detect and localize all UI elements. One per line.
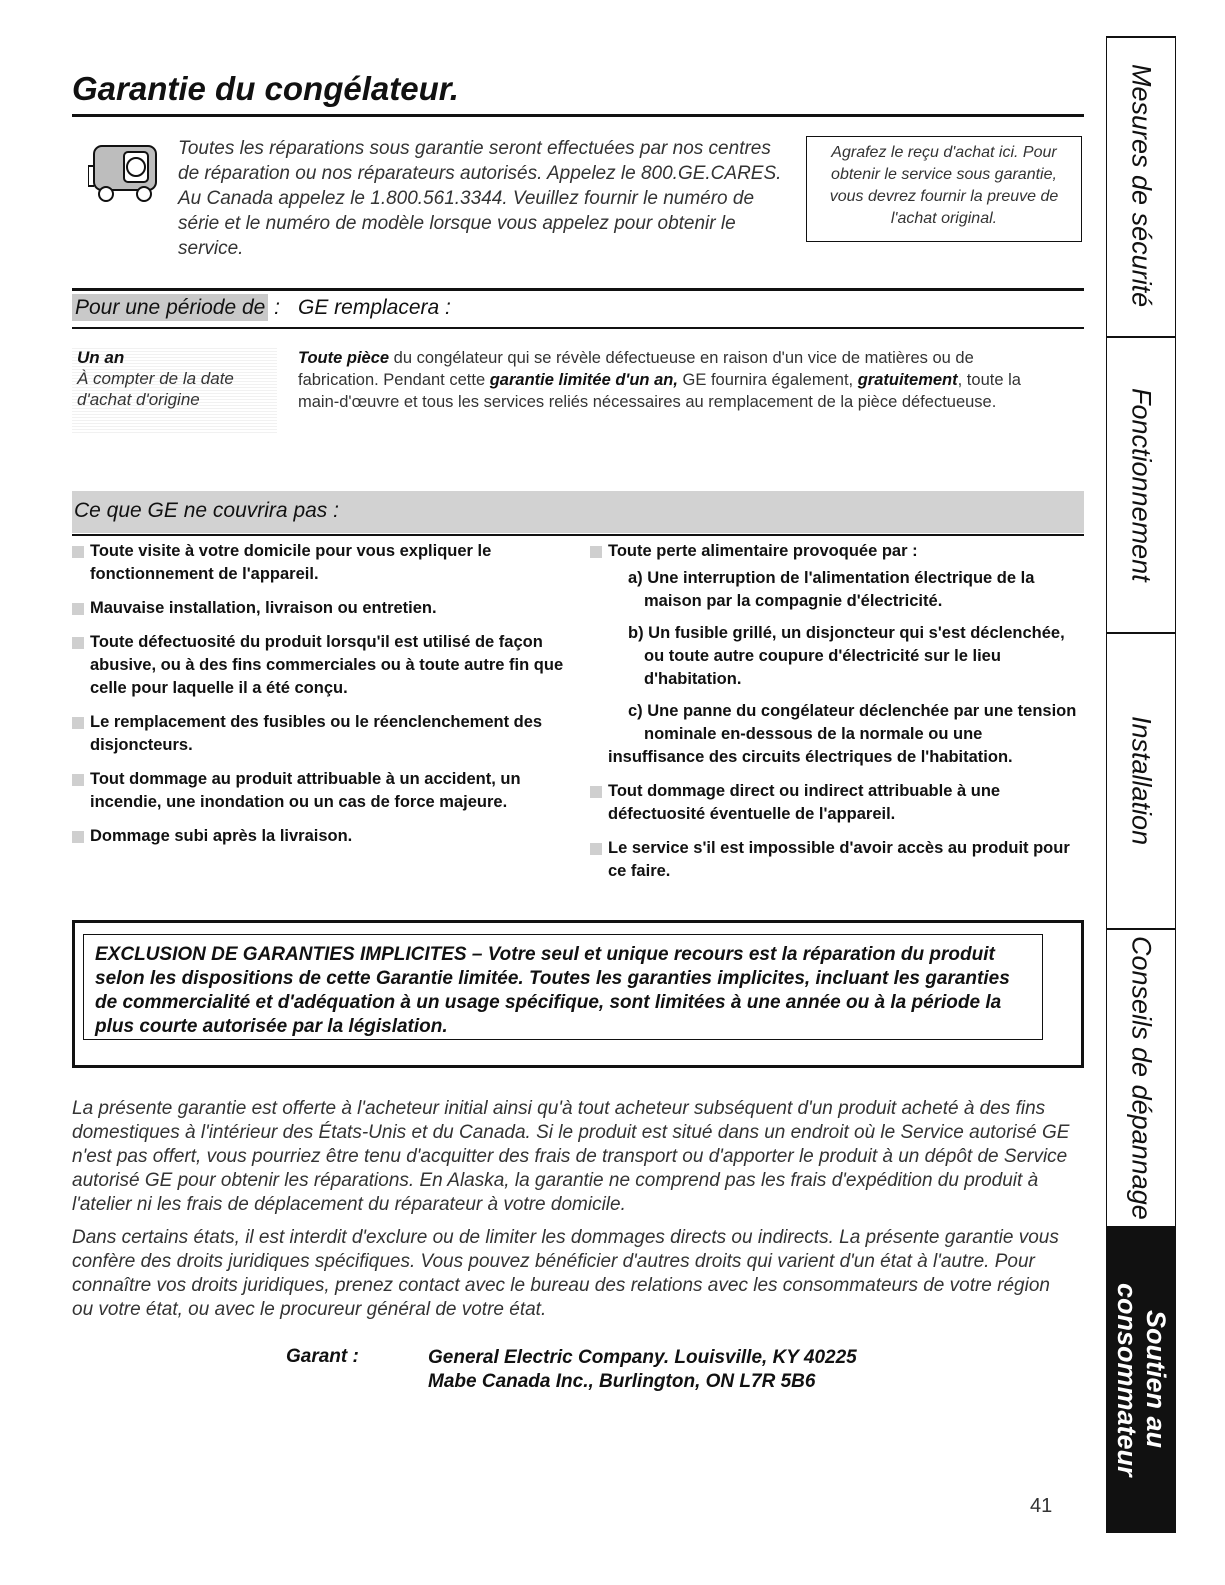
sub-item-b: b) Un fusible grillé, un disjoncteur qui s'est déclenchée, ou toute autre coupure d'électricité sur le lieu d'habitation. xyxy=(628,624,1065,688)
exclusion-box: EXCLUSION DE GARANTIES IMPLICITES – Votre seul et unique recours est la réparation du produit selon les dispositions de cette Garantie limitée. Toutes les garanties implicites, incluant les garanties de commercialité et d'adéquation à un usage spécifique, sont limitées à une année ou à la période la plus courte autorisée par la législation. xyxy=(83,934,1043,1040)
list-item-text: Tout dommage au produit attribuable à un accident, un incendie, une inondation ou un cas de force majeure. xyxy=(90,770,521,811)
title-rule xyxy=(72,114,1084,117)
list-item-text: Le remplacement des fusibles ou le réenclenchement des disjoncteurs. xyxy=(90,713,543,754)
bullet-square-icon xyxy=(72,831,84,843)
tab-label: Installation xyxy=(1126,716,1157,846)
desc-text-2: GE fournira également, xyxy=(677,371,858,389)
receipt-box: Agrafez le reçu d'achat ici. Pour obtenir le service sous garantie, vous devrez fournir la preuve de l'achat original. xyxy=(806,136,1082,242)
list-item-text: Le service s'il est impossible d'avoir accès au produit pour ce faire. xyxy=(608,839,1070,880)
tab-label: Mesures de sécurité xyxy=(1126,64,1157,308)
list-item xyxy=(590,837,1080,883)
list-item-text: Toute défectuosité du produit lorsqu'il est utilisé de façon abusive, ou à des fins commerciales ou à toute autre fin que celle pour laquelle il a été conçu. xyxy=(90,633,564,697)
period-one-year: Un an xyxy=(77,348,125,367)
warrantor-line-1: General Electric Company. Louisville, KY 40225 xyxy=(428,1347,857,1368)
tab-consumer-support[interactable] xyxy=(1106,1226,1176,1533)
tab-label-line-1: Soutien au xyxy=(1141,1310,1171,1449)
sub-item-c: c) Une panne du congélateur déclenchée par une tension nominale en-dessous de la normale ou une xyxy=(628,702,1077,743)
bullet-square-icon xyxy=(72,637,84,649)
bullet-square-icon xyxy=(72,603,84,615)
tab-safety[interactable] xyxy=(1106,36,1176,336)
section-tabs xyxy=(1106,36,1176,1533)
warrantor-line-2: Mabe Canada Inc., Burlington, ON L7R 5B6 xyxy=(428,1371,816,1392)
list-item-text: Tout dommage direct ou indirect attribuable à une défectuosité éventuelle de l'appareil. xyxy=(608,782,1001,823)
page-number: 41 xyxy=(1030,1495,1053,1517)
list-item xyxy=(72,540,567,586)
service-van-icon xyxy=(88,136,160,204)
list-item xyxy=(72,768,567,814)
intro-text: Toutes les réparations sous garantie seront effectuées par nos centres de réparation ou nos réparateurs autorisés. Appelez le 800.GE.CARES. Au Canada appelez le 1.800.561.3344. Veuillez fournir le numéro de série et le numéro de modèle lorsque vous appelez pour obtenir le service. xyxy=(178,138,782,259)
tab-label-line-2: consommateur xyxy=(1112,1282,1142,1477)
desc-bold-1: Toute pièce xyxy=(298,349,390,367)
coverage-thin-rule xyxy=(72,327,1084,329)
tab-installation[interactable] xyxy=(1106,634,1176,928)
tab-label: Fonctionnement xyxy=(1126,388,1157,582)
list-item-text: Mauvaise installation, livraison ou entretien. xyxy=(90,599,437,617)
coverage-period xyxy=(72,347,277,435)
list-item-food-loss xyxy=(590,540,1080,769)
exclusions-header: Ce que GE ne couvrira pas : xyxy=(74,499,339,522)
desc-text-1: du congélateur qui se révèle défectueuse en raison d'un vice de matières ou de fabrication. Pendant cette xyxy=(298,349,974,389)
page-title: Garantie du congélateur. xyxy=(72,70,459,107)
bullet-square-icon xyxy=(72,546,84,558)
list-item-text: Toute visite à votre domicile pour vous expliquer le fonctionnement de l'appareil. xyxy=(90,542,492,583)
paragraph-legal-rights: Dans certains états, il est interdit d'exclure ou de limiter les dommages directs ou indirects. La présente garantie vous confère des droits juridiques spécifiques. Vous pouvez bénéficier d'autres droits qui varient d'un état à l'autre. Pour connaître vos droits juridiques, prenez contact avec le bureau des relations avec les consommateurs de votre région ou votre état, ou avec le procureur général de votre état. xyxy=(72,1227,1059,1320)
list-item xyxy=(72,597,567,620)
coverage-rule xyxy=(72,288,1084,291)
bullet-square-icon xyxy=(590,843,602,855)
tab-label xyxy=(1112,1283,1170,1477)
list-item xyxy=(590,780,1080,826)
tab-label: Conseils de dépannage xyxy=(1126,936,1157,1220)
period-label: Pour une période de xyxy=(72,294,268,321)
desc-text-3: , toute la main-d'œuvre et tous les services reliés nécessaires au remplacement de la pièce défectueuse. xyxy=(298,371,1021,411)
list-item-text: Toute perte alimentaire provoquée par : xyxy=(608,542,918,560)
bullet-square-icon xyxy=(72,774,84,786)
desc-bold-3: gratuitement xyxy=(857,371,958,389)
period-from-date: À compter de la date xyxy=(77,369,234,388)
paragraph-coverage-area: La présente garantie est offerte à l'acheteur initial ainsi qu'à tout acheteur subséquent d'un produit acheté à des fins domestiques à l'intérieur des États-Unis et du Canada. Si le produit est situé dans un endroit où le Service autorisé GE n'est pas offert, vous pourriez être tenu d'acquitter des frais de transport ou d'apporter le produit à un dépôt de Service autorisé GE pour obtenir les réparations. En Alaska, la garantie ne comprend pas les frais d'expédition du produit à l'atelier ni les frais de déplacement du réparateur à votre domicile. xyxy=(72,1098,1070,1215)
bullet-square-icon xyxy=(590,546,602,558)
period-purchase: d'achat d'origine xyxy=(77,390,200,409)
warrantor-lines xyxy=(428,1346,857,1394)
tab-troubleshooting[interactable] xyxy=(1106,930,1176,1226)
replace-header: GE remplacera : xyxy=(298,296,451,319)
sub-item-c-cont: insuffisance des circuits électriques de l'habitation. xyxy=(608,748,1013,766)
period-colon: : xyxy=(268,296,280,319)
list-item xyxy=(72,825,567,848)
bullet-square-icon xyxy=(590,786,602,798)
tab-operation[interactable] xyxy=(1106,338,1176,632)
exclusions-right-list xyxy=(590,540,1080,894)
list-item xyxy=(72,711,567,757)
coverage-description xyxy=(298,347,1058,413)
exclusions-rule xyxy=(72,534,1084,536)
warrantor-label: Garant : xyxy=(286,1346,359,1367)
sub-item-a: a) Une interruption de l'alimentation électrique de la maison par la compagnie d'électricité. xyxy=(628,569,1035,610)
exclusions-left-list xyxy=(72,540,567,859)
period-header xyxy=(72,296,280,320)
list-item xyxy=(72,631,567,700)
list-item-text: Dommage subi après la livraison. xyxy=(90,827,353,845)
bullet-square-icon xyxy=(72,717,84,729)
desc-bold-2: garantie limitée d'un an, xyxy=(489,371,678,389)
